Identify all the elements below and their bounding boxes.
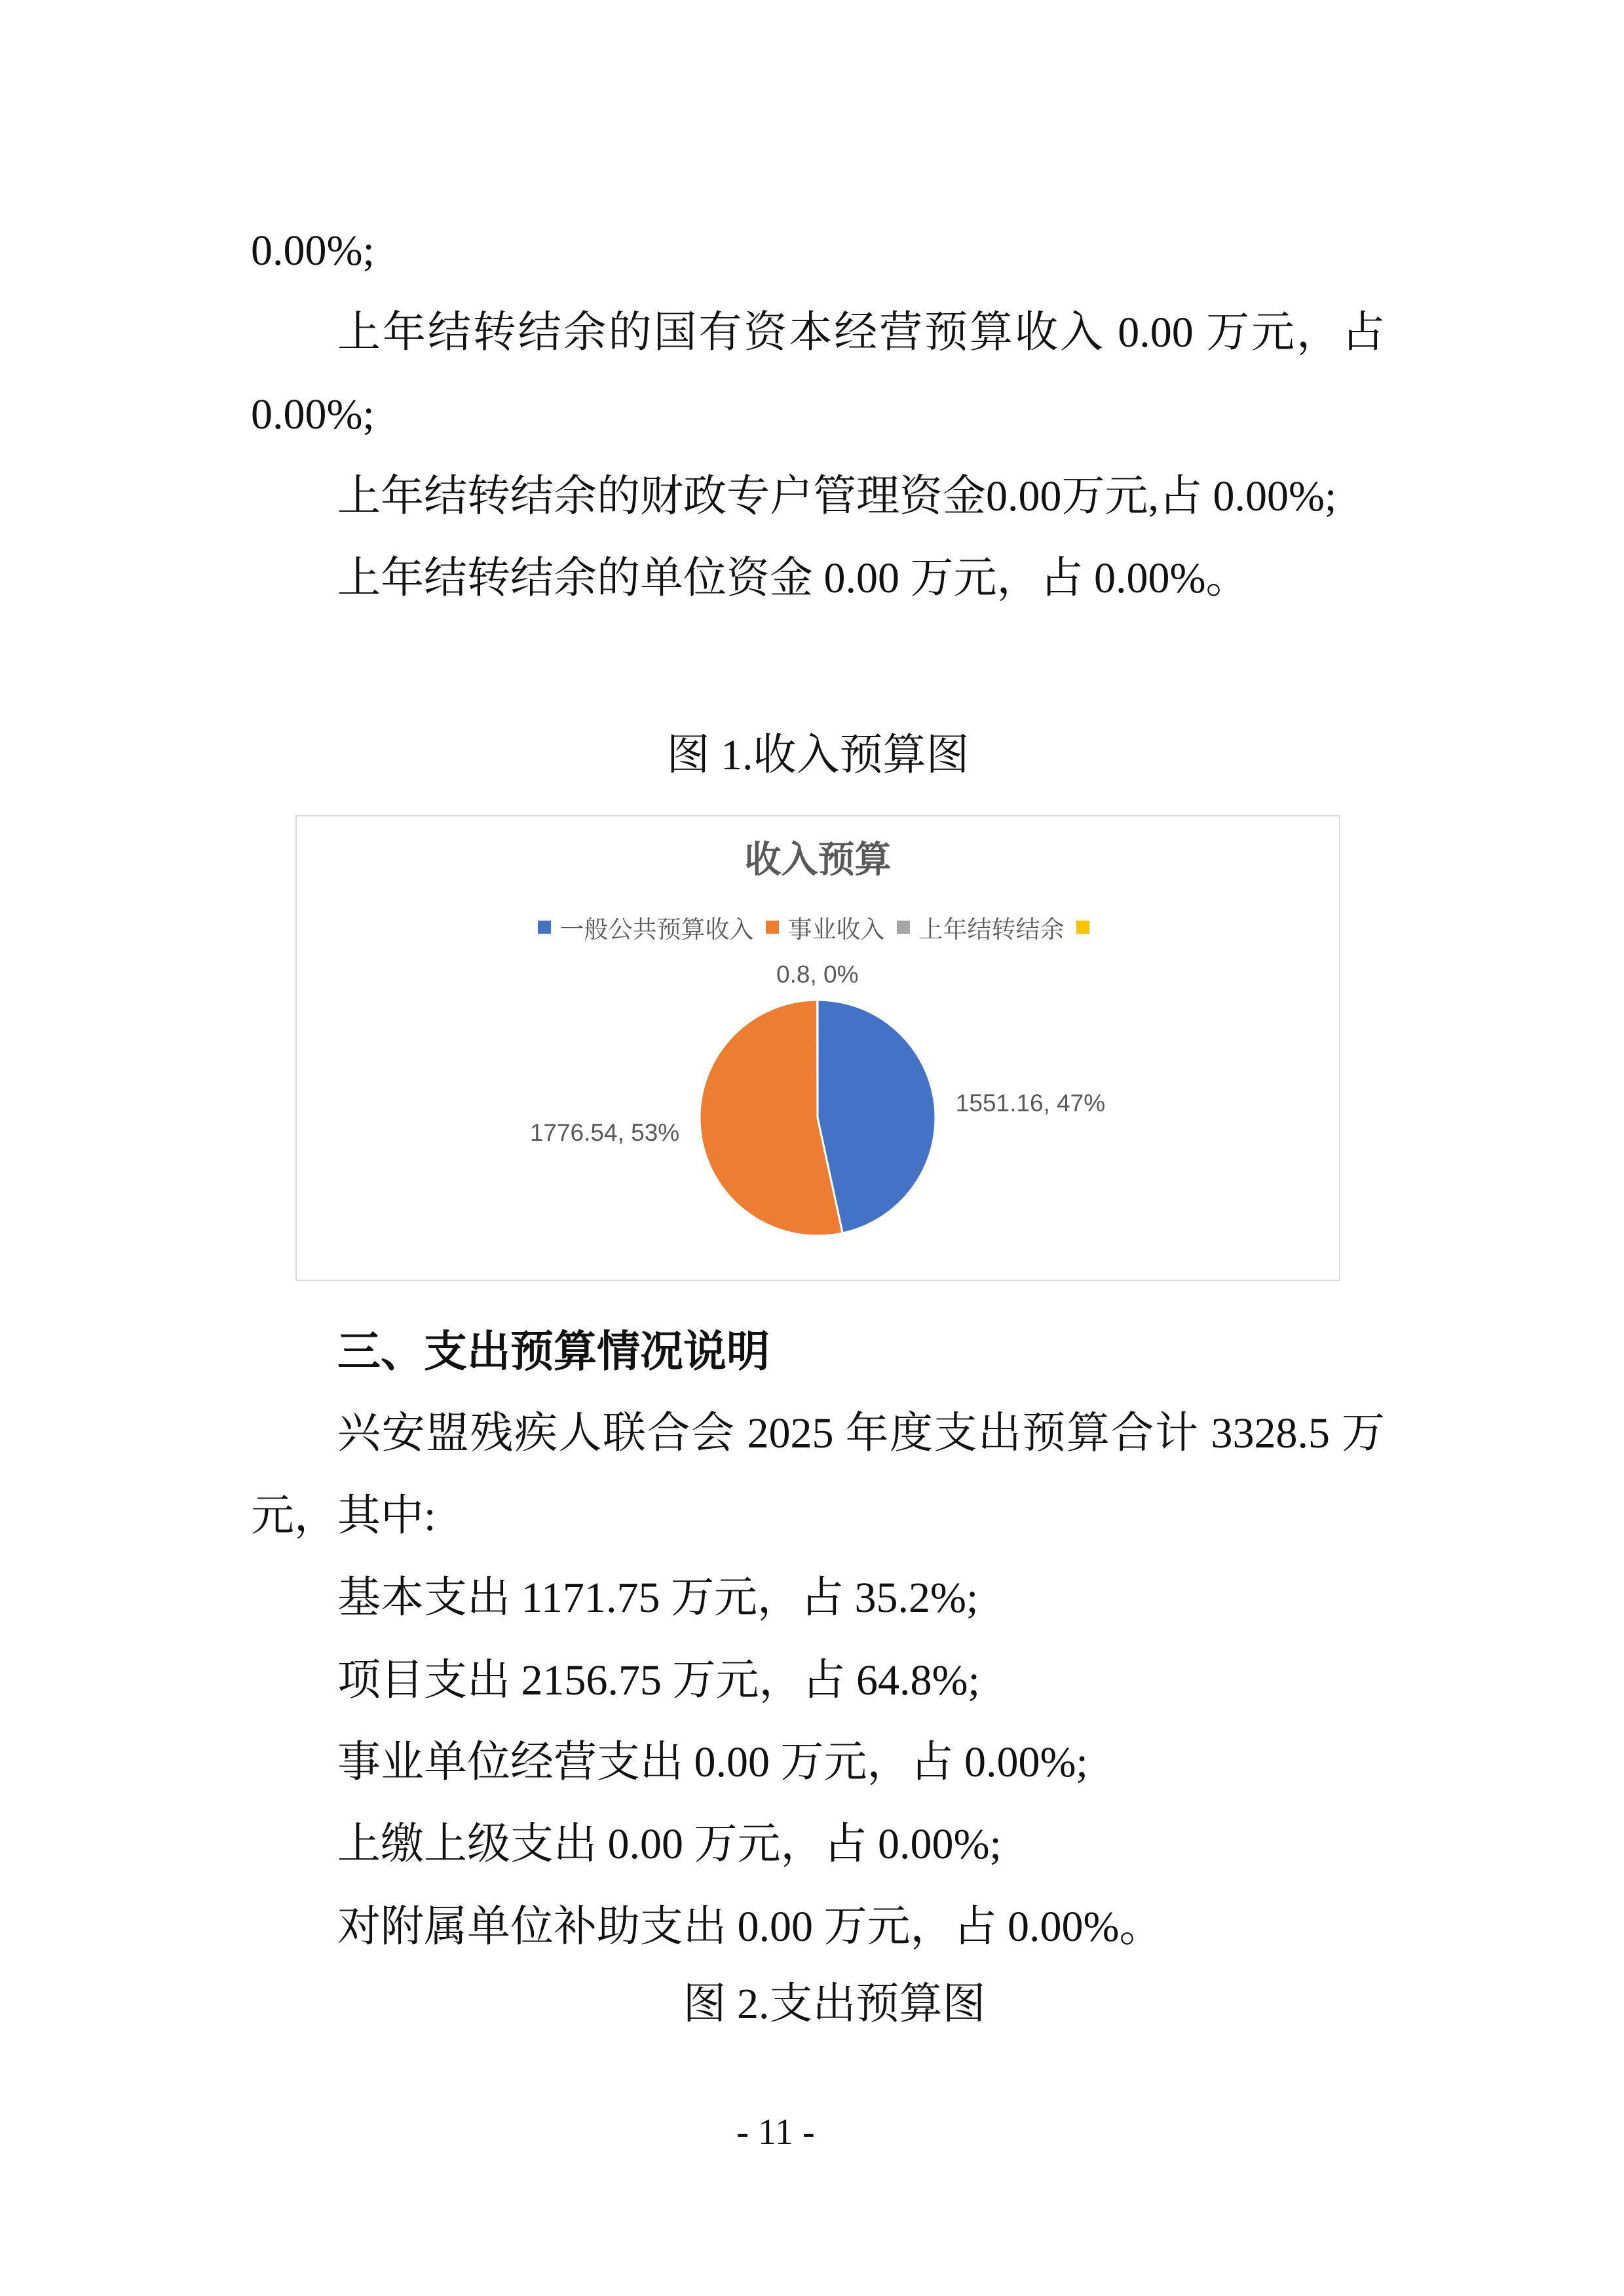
figure-1-caption: 图 1.收入预算图: [666, 731, 970, 779]
legend-label: 一般公共预算收入: [559, 916, 754, 943]
data-label-carryover: 0.8, 0%: [776, 961, 859, 988]
expenditure-item-subsidiary-grants: 对附属单位补助支出 0.00 万元，占 0.00%。: [337, 1902, 1163, 1951]
continued-line: 0.00%;: [251, 227, 375, 275]
expenditure-summary-line-2: 元，其中:: [251, 1491, 436, 1540]
page-number: - 11 -: [736, 2112, 815, 2152]
state-capital-carryover-line-1: 上年结转结余的国有资本经营预算收入 0.00 万元，占: [337, 309, 1385, 356]
fiscal-account-carryover-line: 上年结转结余的财政专户管理资金0.00万元,占 0.00%;: [337, 472, 1337, 520]
legend-label: 上年结转结余: [918, 916, 1065, 943]
expenditure-item-business-operation: 事业单位经营支出 0.00 万元，占 0.00%;: [337, 1738, 1088, 1786]
data-label-general-budget: 1551.16, 47%: [955, 1089, 1106, 1117]
expenditure-item-project: 项目支出 2156.75 万元，占 64.8%;: [337, 1656, 980, 1704]
legend-label: 事业收入: [787, 916, 885, 943]
expenditure-item-basic: 基本支出 1171.75 万元，占 35.2%;: [337, 1574, 979, 1622]
income-notes: [251, 210, 1385, 619]
figure-2-caption: 图 2.支出预算图: [683, 1980, 986, 2028]
state-capital-carryover-line-2: 0.00%;: [251, 391, 375, 438]
expenditure-summary-line-1: 兴安盟残疾人联合会 2025 年度支出预算合计 3328.5 万: [337, 1409, 1385, 1458]
section-heading: 三、支出预算情况说明: [337, 1326, 770, 1377]
income-budget-chart: [295, 815, 1340, 1281]
expenditure-section: [251, 1311, 1385, 1968]
chart-title: 收入预算: [744, 839, 892, 880]
unit-funds-carryover-line: 上年结转结余的单位资金 0.00 万元，占 0.00%。: [337, 554, 1249, 602]
pie-slices: [700, 1000, 935, 1236]
data-label-business-income: 1776.54, 53%: [529, 1119, 680, 1147]
pie-plot-area: [295, 815, 1340, 1281]
expenditure-item-remit-upper-level: 上缴上级支出 0.00 万元，占 0.00%;: [337, 1820, 1002, 1869]
